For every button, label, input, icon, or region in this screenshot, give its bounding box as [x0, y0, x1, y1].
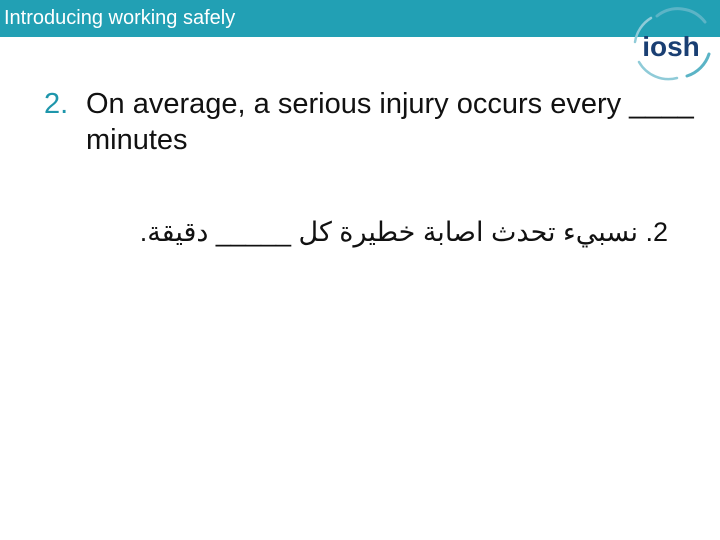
question-number: 2.	[44, 88, 69, 120]
iosh-logo	[617, 4, 719, 84]
logo-wordmark: iosh	[642, 31, 700, 62]
question-block	[44, 86, 694, 158]
arabic-question-text: 2. نسبيء تحدث اصابة خطيرة كل _____ دقيقة.	[139, 217, 668, 247]
slide-header-title: Introducing working safely	[4, 7, 236, 29]
question-text: On average, a serious injury occurs every ____ minutes	[86, 88, 694, 156]
header-bar	[0, 0, 720, 37]
